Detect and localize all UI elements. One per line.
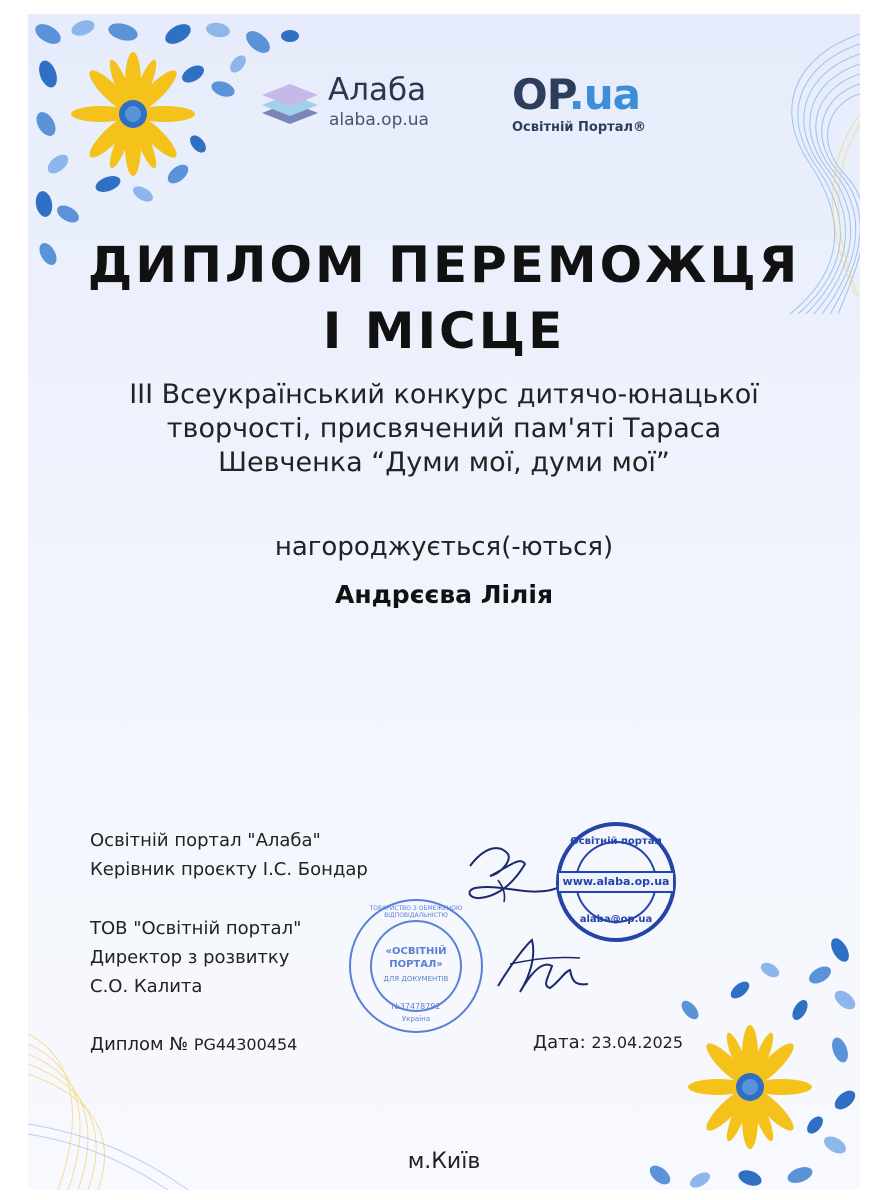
org-role: Директор з розвитку: [90, 947, 290, 968]
diploma-sheet: [28, 14, 860, 1190]
city: м.Київ: [407, 1149, 481, 1174]
alaba-url: alaba.op.ua: [329, 110, 429, 130]
alaba-logo: [260, 66, 480, 136]
diploma-number: [90, 1034, 297, 1055]
date-value: 23.04.2025: [591, 1033, 684, 1052]
stamp-center-line2: ПОРТАЛ»: [389, 959, 443, 970]
company-stamp: [348, 898, 484, 1034]
org-name: ТОВ "Освітній портал": [90, 918, 302, 939]
stamp-url-text: www.alaba.op.ua: [562, 875, 670, 888]
signatory-osvitniy-portal: [90, 914, 301, 1001]
org-person: С.О. Калита: [90, 976, 203, 997]
diploma-number-label: Диплом №: [90, 1034, 189, 1055]
op-ua-logo: [512, 70, 682, 150]
alaba-name: Алаба: [328, 72, 427, 108]
layers-icon: [260, 80, 320, 126]
contest-description: [68, 378, 820, 480]
org-name: Освітній портал "Алаба": [90, 830, 321, 851]
stamp-country: Україна: [401, 1015, 431, 1023]
contest-line: творчості, присвячений пам'яті Тараса: [166, 413, 722, 444]
stamp-code: №37478792: [391, 1002, 441, 1011]
date-label: Дата:: [533, 1032, 586, 1053]
contest-line: Шевченка “Думи мої, думи мої”: [218, 447, 670, 478]
awarded-text: нагороджується(-ються): [274, 532, 614, 562]
op-main: OP: [512, 70, 569, 119]
op-tld: .ua: [568, 70, 640, 119]
op-ua-mark: [512, 70, 640, 119]
stamp-bottom-text: alaba@op.ua: [579, 914, 653, 925]
op-ua-subtitle: Освітній Портал®: [512, 120, 646, 135]
stamp-center-line1: «ОСВІТНІЙ: [385, 946, 447, 957]
stamp-ring-text: ТОВАРИСТВО З ОБМЕЖЕНОЮ ВІДПОВІДАЛЬНІСТЮ: [369, 905, 463, 919]
org-role: Керівник проєкту І.С. Бондар: [90, 859, 368, 880]
stamp-center-line3: ДЛЯ ДОКУМЕНТІВ: [383, 975, 449, 983]
issue-date: [533, 1032, 683, 1053]
diploma-number-value: PG44300454: [193, 1035, 298, 1054]
recipient-name: Андрєєва Лілія: [334, 580, 553, 609]
signatory-alaba: [90, 826, 368, 884]
diploma-title: ДИПЛОМ ПЕРЕМОЖЦЯ: [87, 236, 801, 294]
alaba-stamp: [556, 822, 676, 942]
stamp-top-text: Освітній портал: [570, 836, 662, 847]
contest-line: ІІІ Всеукраїнський конкурс дитячо-юнацької: [129, 379, 759, 410]
place-title: I МІСЦЕ: [322, 302, 566, 360]
